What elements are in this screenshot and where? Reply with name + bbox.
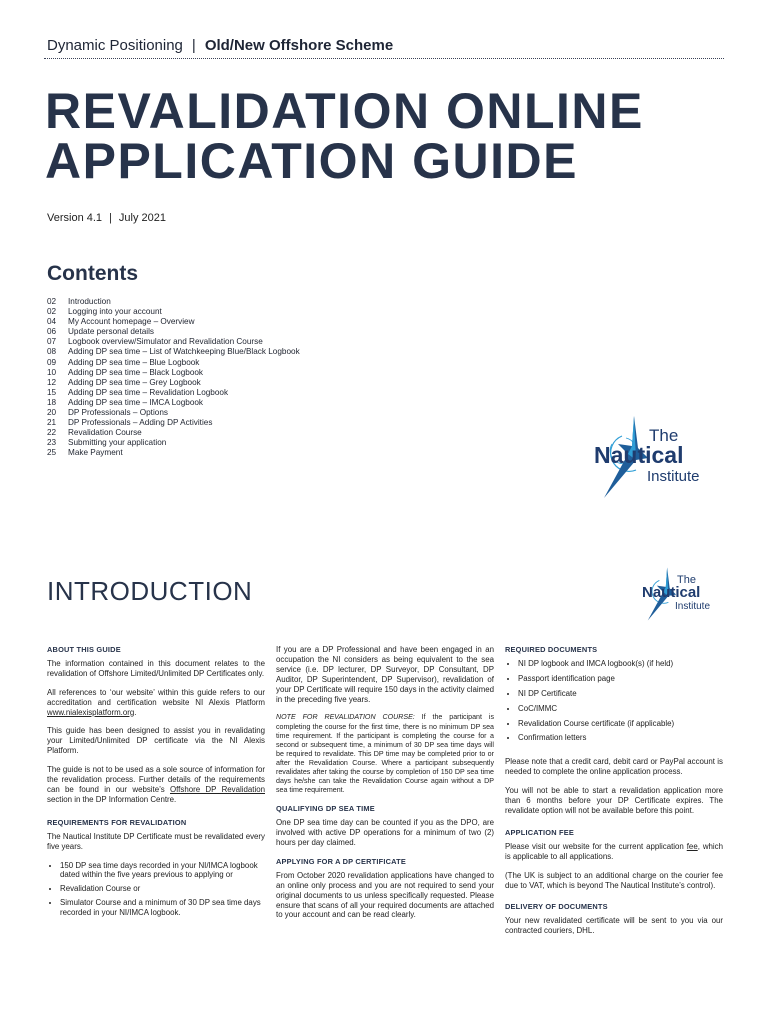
contents-heading: Contents (47, 262, 138, 285)
list-item: • Revalidation Course certificate (if applicable) (518, 719, 723, 729)
list-item: • NI DP logbook and IMCA logbook(s) (if held) (518, 659, 723, 669)
fee-text: Please visit our website for the current application (505, 841, 687, 851)
toc-label: Adding DP sea time – Revalidation Logbook (68, 387, 229, 397)
logo-word-institute: Institute (675, 601, 711, 612)
header-separator: | (191, 37, 196, 54)
toc-page-number: 20 (47, 408, 57, 418)
toc-label: Logging into your account (68, 307, 162, 317)
toc-label: DP Professionals – Adding DP Activities (68, 418, 213, 428)
qualifying-heading: QUALIFYING DP SEA TIME (276, 804, 375, 814)
about-p2-end: . (134, 707, 137, 717)
toc-page-number: 23 (47, 438, 57, 448)
toc-entry[interactable] (47, 347, 300, 357)
toc-page-number: 12 (47, 377, 57, 387)
header-topic: Dynamic Positioning (47, 37, 183, 54)
toc-entry[interactable] (47, 358, 300, 368)
professional-paragraph: If you are a DP Professional and have been engaged in an occupation the NI considers as being equivalent to the sea service (i.e. DP lecturer, DP Surveyor, DP Consultant, DP Auditor, DP Superintendent, DP Supervisor), revalidation of your DP Certificate will require 150 days in the activity claimed in the preceding five years. (276, 645, 494, 704)
about-paragraph-1: The information contained in this document relates to the revalidation of Offshore Limited/Unlimited DP Certificates only. (47, 658, 265, 678)
header-divider (44, 58, 724, 59)
toc-label: Adding DP sea time – Black Logbook (68, 367, 204, 377)
document-title (45, 83, 644, 189)
toc-entry[interactable] (47, 438, 300, 448)
logo-word-nautical: Nautical (594, 442, 684, 468)
applying-heading: APPLYING FOR A DP CERTIFICATE (276, 856, 406, 866)
column-2 (276, 645, 494, 929)
toc-page-number: 02 (47, 307, 57, 317)
toc-label: Introduction (68, 297, 111, 306)
website-link[interactable]: www.nialexisplatform.org (47, 707, 135, 717)
toc-entry[interactable] (47, 428, 300, 438)
toc-page-number: 10 (47, 367, 57, 377)
toc-label: Logbook overview/Simulator and Revalidation Course (68, 337, 263, 347)
list-item: • Confirmation letters (518, 733, 723, 743)
toc-label: Submitting your application (68, 438, 167, 448)
revalidation-course-note (276, 713, 494, 795)
version-line (47, 212, 166, 224)
toc-entry[interactable] (47, 408, 300, 418)
about-heading: ABOUT THIS GUIDE (47, 645, 121, 654)
toc-page-number: 06 (47, 327, 57, 337)
toc-entry[interactable] (47, 317, 300, 327)
toc-page-number: 15 (47, 387, 57, 397)
toc-label: Adding DP sea time – IMCA Logbook (68, 397, 204, 407)
timing-note: You will not be able to start a revalidation application more than 6 months before your DP Certificate expires. The revalidate option will not be available before this point. (505, 786, 723, 815)
logo-word-institute: Institute (647, 468, 700, 485)
toc-page-number: 02 (47, 297, 57, 306)
about-p4-end: section in the DP Information Centre. (47, 794, 177, 804)
title-line-1: REVALIDATION ONLINE (45, 83, 644, 139)
required-docs-heading: REQUIRED DOCUMENTS (505, 645, 598, 654)
nautical-institute-logo-small (640, 566, 730, 626)
toc-page-number: 18 (47, 397, 57, 407)
version-date: July 2021 (118, 212, 166, 224)
toc-entry[interactable] (47, 368, 300, 378)
document-header (47, 37, 393, 54)
nautical-institute-logo (592, 414, 732, 504)
toc-page-number: 09 (47, 357, 57, 367)
toc-page-number: 22 (47, 428, 57, 438)
requirements-list (47, 861, 265, 919)
list-item: • Revalidation Course or (60, 884, 265, 894)
toc-entry[interactable] (47, 307, 300, 317)
list-item: • Passport identification page (518, 674, 723, 684)
vat-paragraph: (The UK is subject to an additional charge on the courier fee due to VAT, which is beyond The Nautical Institute’s control). (505, 870, 723, 890)
toc-entry[interactable] (47, 378, 300, 388)
requirements-paragraph: The Nautical Institute DP Certificate must be revalidated every five years. (47, 831, 265, 851)
about-p2-text: All references to ‘our website’ within this guide refers to our accreditation and certification website NI Alexis Platform (47, 687, 265, 707)
table-of-contents (47, 297, 300, 459)
qualifying-paragraph: One DP sea time day can be counted if you as the DPO, are involved with active DP operations for a minimum of two (2) hours per day claimed. (276, 818, 494, 847)
column-3 (505, 645, 723, 945)
introduction-heading: INTRODUCTION (47, 576, 253, 606)
fee-link[interactable]: fee (686, 841, 698, 851)
note-text: If the participant is completing the course for the first time, there is no minimum DP sea time requirement. If the participant is completing the course for a second or subsequent time, a minimum of 30 DP sea time days will be required to revalidate. This DP time may be completed prior to or after the Revalidation Course. Where a participant subsequently revalidates after taking the course by completion of 150 DP sea time days he/she can take the Revalidation Course again without a DP sea time requirement. (276, 713, 494, 795)
payment-note: Please note that a credit card, debit card or PayPal account is needed to complete the online application process. (505, 757, 723, 777)
fee-heading: APPLICATION FEE (505, 827, 574, 837)
delivery-heading: DELIVERY OF DOCUMENTS (505, 902, 608, 912)
version-separator: | (109, 212, 112, 224)
version-number: Version 4.1 (47, 212, 103, 224)
fee-paragraph (505, 842, 723, 862)
toc-entry[interactable] (47, 448, 300, 458)
about-paragraph-3: This guide has been designed to assist you in revalidating your Limited/Unlimited DP certificate via the NI Alexis Platform. (47, 726, 265, 756)
about-p4-text: The guide is not to be used as a sole source of information for the revalidation process. Further details of the requirements can be found in our website’s (47, 765, 265, 794)
toc-page-number: 07 (47, 337, 57, 347)
applying-paragraph: From October 2020 revalidation applications have changed to an online only process and you are not required to send your original documents to us unless specifically requested. Please ensure that scans of all your required documents are attached to your account and can be read clearly. (276, 870, 494, 920)
logo-word-the: The (649, 426, 679, 445)
column-1 (47, 645, 265, 928)
about-paragraph-4 (47, 765, 265, 805)
toc-page-number: 08 (47, 347, 57, 357)
note-lead: NOTE FOR REVALIDATION COURSE: (276, 713, 415, 722)
list-item: • 150 DP sea time days recorded in your NI/IMCA logbook dated within the five years previous to applying or (60, 861, 265, 881)
toc-label: Adding DP sea time – Blue Logbook (68, 357, 200, 367)
toc-entry[interactable] (47, 418, 300, 428)
logo-word-nautical: Nautical (642, 584, 701, 601)
toc-entry[interactable] (47, 388, 300, 398)
title-line-2: APPLICATION GUIDE (45, 133, 578, 189)
list-item: • Simulator Course and a minimum of 30 DP sea time days recorded in your NI/IMCA logbook. (60, 898, 265, 918)
toc-label: Revalidation Course (68, 428, 142, 438)
toc-label: Update personal details (68, 327, 155, 337)
revalidation-section-link[interactable]: Offshore DP Revalidation (170, 784, 265, 794)
toc-entry[interactable] (47, 327, 300, 337)
toc-entry[interactable] (47, 398, 300, 408)
toc-page-number: 25 (47, 448, 57, 458)
toc-entry[interactable] (47, 297, 300, 307)
requirements-heading: REQUIREMENTS FOR REVALIDATION (47, 817, 187, 827)
logo-word-the: The (677, 574, 696, 586)
toc-label: My Account homepage – Overview (68, 317, 195, 327)
list-item: • NI DP Certificate (518, 689, 723, 699)
delivery-paragraph: Your new revalidated certificate will be sent to you via our contracted couriers, DHL. (505, 916, 723, 936)
toc-label: Adding DP sea time – List of Watchkeeping Blue/Black Logbook (68, 347, 300, 357)
fee-text-end: , which is applicable to all applications. (505, 841, 724, 861)
header-scheme: Old/New Offshore Scheme (204, 37, 394, 54)
toc-page-number: 04 (47, 317, 57, 327)
required-docs-list (505, 659, 723, 743)
toc-label: Adding DP sea time – Grey Logbook (68, 377, 201, 387)
list-item: • CoC/IMMC (518, 704, 723, 714)
toc-page-number: 21 (47, 418, 57, 428)
toc-label: DP Professionals – Options (68, 408, 168, 418)
toc-label: Make Payment (68, 448, 123, 458)
about-paragraph-2 (47, 688, 265, 718)
toc-entry[interactable] (47, 337, 300, 347)
